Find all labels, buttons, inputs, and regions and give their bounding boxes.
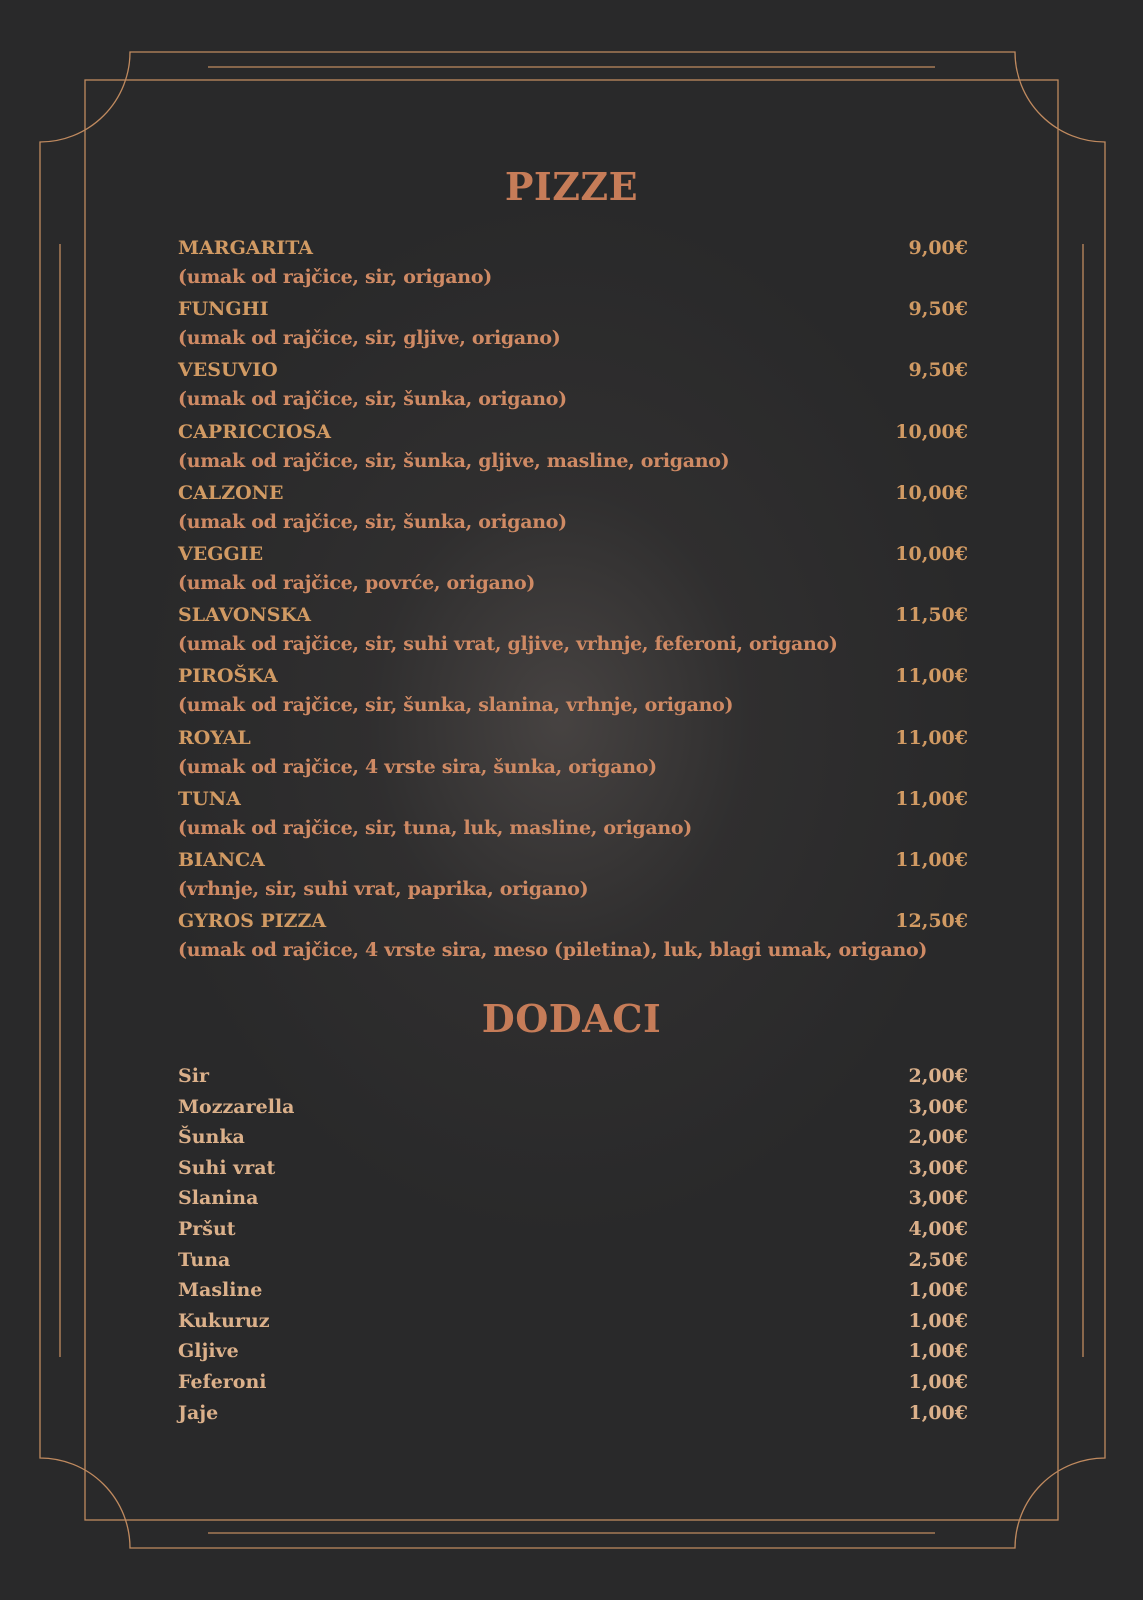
extra-price: 1,00€: [908, 1370, 968, 1393]
extra-price: 1,00€: [908, 1401, 968, 1424]
pizza-price: 10,00€: [895, 420, 968, 443]
extra-price: 4,00€: [908, 1217, 968, 1240]
dodaci-heading: DODACI: [481, 996, 662, 1041]
pizza-price: 11,50€: [895, 604, 968, 627]
pizza-item: [178, 539, 968, 600]
pizza-item: [178, 233, 968, 294]
pizza-price: 10,00€: [895, 481, 968, 504]
pizza-item: [178, 661, 968, 722]
pizza-price: 9,50€: [908, 298, 968, 321]
extra-price: 1,00€: [908, 1309, 968, 1332]
pizza-list: [178, 233, 968, 967]
pizza-item: [178, 478, 968, 539]
pizza-description: (umak od rajčice, povrće, origano): [178, 571, 536, 594]
pizza-description: (umak od rajčice, sir, šunka, origano): [178, 388, 567, 411]
pizza-name: CAPRICCIOSA: [178, 420, 331, 443]
pizza-description: (umak od rajčice, 4 vrste sira, meso (piletina), luk, blagi umak, origano): [178, 939, 928, 962]
pizza-item: [178, 845, 968, 906]
pizza-name: ROYAL: [178, 726, 251, 749]
extras-list: [178, 1061, 968, 1428]
extra-item: [178, 1275, 968, 1306]
extra-name: Slanina: [178, 1187, 259, 1210]
pizza-price: 9,50€: [908, 359, 968, 382]
pizza-name: VEGGIE: [178, 542, 264, 565]
extra-item: [178, 1336, 968, 1367]
pizza-name: CALZONE: [178, 481, 284, 504]
extra-price: 1,00€: [908, 1340, 968, 1363]
pizza-name: FUNGHI: [178, 298, 269, 321]
pizza-price: 11,00€: [895, 665, 968, 688]
extra-price: 2,00€: [908, 1126, 968, 1149]
extra-name: Gljive: [178, 1340, 239, 1363]
extra-price: 2,00€: [908, 1065, 968, 1087]
pizza-description: (umak od rajčice, sir, šunka, slanina, vrhnje, origano): [178, 694, 734, 717]
extra-name: Kukuruz: [178, 1309, 270, 1332]
pizza-description: (vrhnje, sir, suhi vrat, paprika, origano): [178, 877, 589, 900]
extra-name: Suhi vrat: [178, 1156, 276, 1179]
pizza-price: 11,00€: [895, 726, 968, 749]
extra-item: [178, 1153, 968, 1184]
pizza-item: [178, 417, 968, 478]
extra-item: [178, 1367, 968, 1398]
pizza-description: (umak od rajčice, sir, šunka, origano): [178, 510, 567, 533]
extra-price: 1,00€: [908, 1279, 968, 1302]
pizza-description: (umak od rajčice, sir, tuna, luk, masline, origano): [178, 816, 692, 839]
extra-name: Tuna: [178, 1248, 231, 1271]
extra-price: 2,50€: [908, 1248, 968, 1271]
pizza-description: (umak od rajčice, 4 vrste sira, šunka, origano): [178, 755, 657, 778]
extra-name: Sir: [178, 1065, 209, 1087]
extra-item: [178, 1122, 968, 1153]
pizza-item: [178, 906, 968, 967]
extra-item: [178, 1214, 968, 1245]
extra-item: [178, 1061, 968, 1092]
pizze-heading: PIZZE: [504, 164, 639, 209]
extra-name: Masline: [178, 1279, 263, 1302]
pizza-price: 12,50€: [895, 910, 968, 933]
extra-item: [178, 1398, 968, 1429]
pizza-name: BIANCA: [178, 848, 265, 871]
extra-item: [178, 1092, 968, 1123]
pizza-name: TUNA: [178, 787, 241, 810]
pizza-item: [178, 600, 968, 661]
pizza-name: GYROS PIZZA: [178, 910, 327, 933]
pizza-name: PIROŠKA: [178, 665, 278, 688]
pizza-price: 9,00€: [908, 237, 968, 259]
pizza-name: MARGARITA: [178, 237, 314, 259]
pizza-description: (umak od rajčice, sir, šunka, gljive, masline, origano): [178, 449, 730, 472]
extra-name: Šunka: [178, 1126, 245, 1149]
extra-price: 3,00€: [908, 1095, 968, 1118]
pizza-name: VESUVIO: [178, 359, 278, 382]
pizza-item: [178, 784, 968, 845]
extra-name: Feferoni: [178, 1370, 267, 1393]
pizza-item: [178, 723, 968, 784]
extra-name: Mozzarella: [178, 1095, 295, 1118]
pizza-price: 11,00€: [895, 787, 968, 810]
extra-name: Jaje: [178, 1401, 219, 1424]
pizza-description: (umak od rajčice, sir, gljive, origano): [178, 327, 561, 350]
pizza-description: (umak od rajčice, sir, suhi vrat, gljive, vrhnje, feferoni, origano): [178, 633, 838, 656]
pizza-name: SLAVONSKA: [178, 604, 311, 627]
extra-item: [178, 1183, 968, 1214]
extra-name: Pršut: [178, 1217, 236, 1240]
pizza-description: (umak od rajčice, sir, origano): [178, 266, 492, 288]
extra-item: [178, 1306, 968, 1337]
pizza-price: 10,00€: [895, 542, 968, 565]
extra-item: [178, 1245, 968, 1276]
extra-price: 3,00€: [908, 1156, 968, 1179]
pizza-item: [178, 355, 968, 416]
pizza-price: 11,00€: [895, 848, 968, 871]
pizza-item: [178, 294, 968, 355]
extra-price: 3,00€: [908, 1187, 968, 1210]
